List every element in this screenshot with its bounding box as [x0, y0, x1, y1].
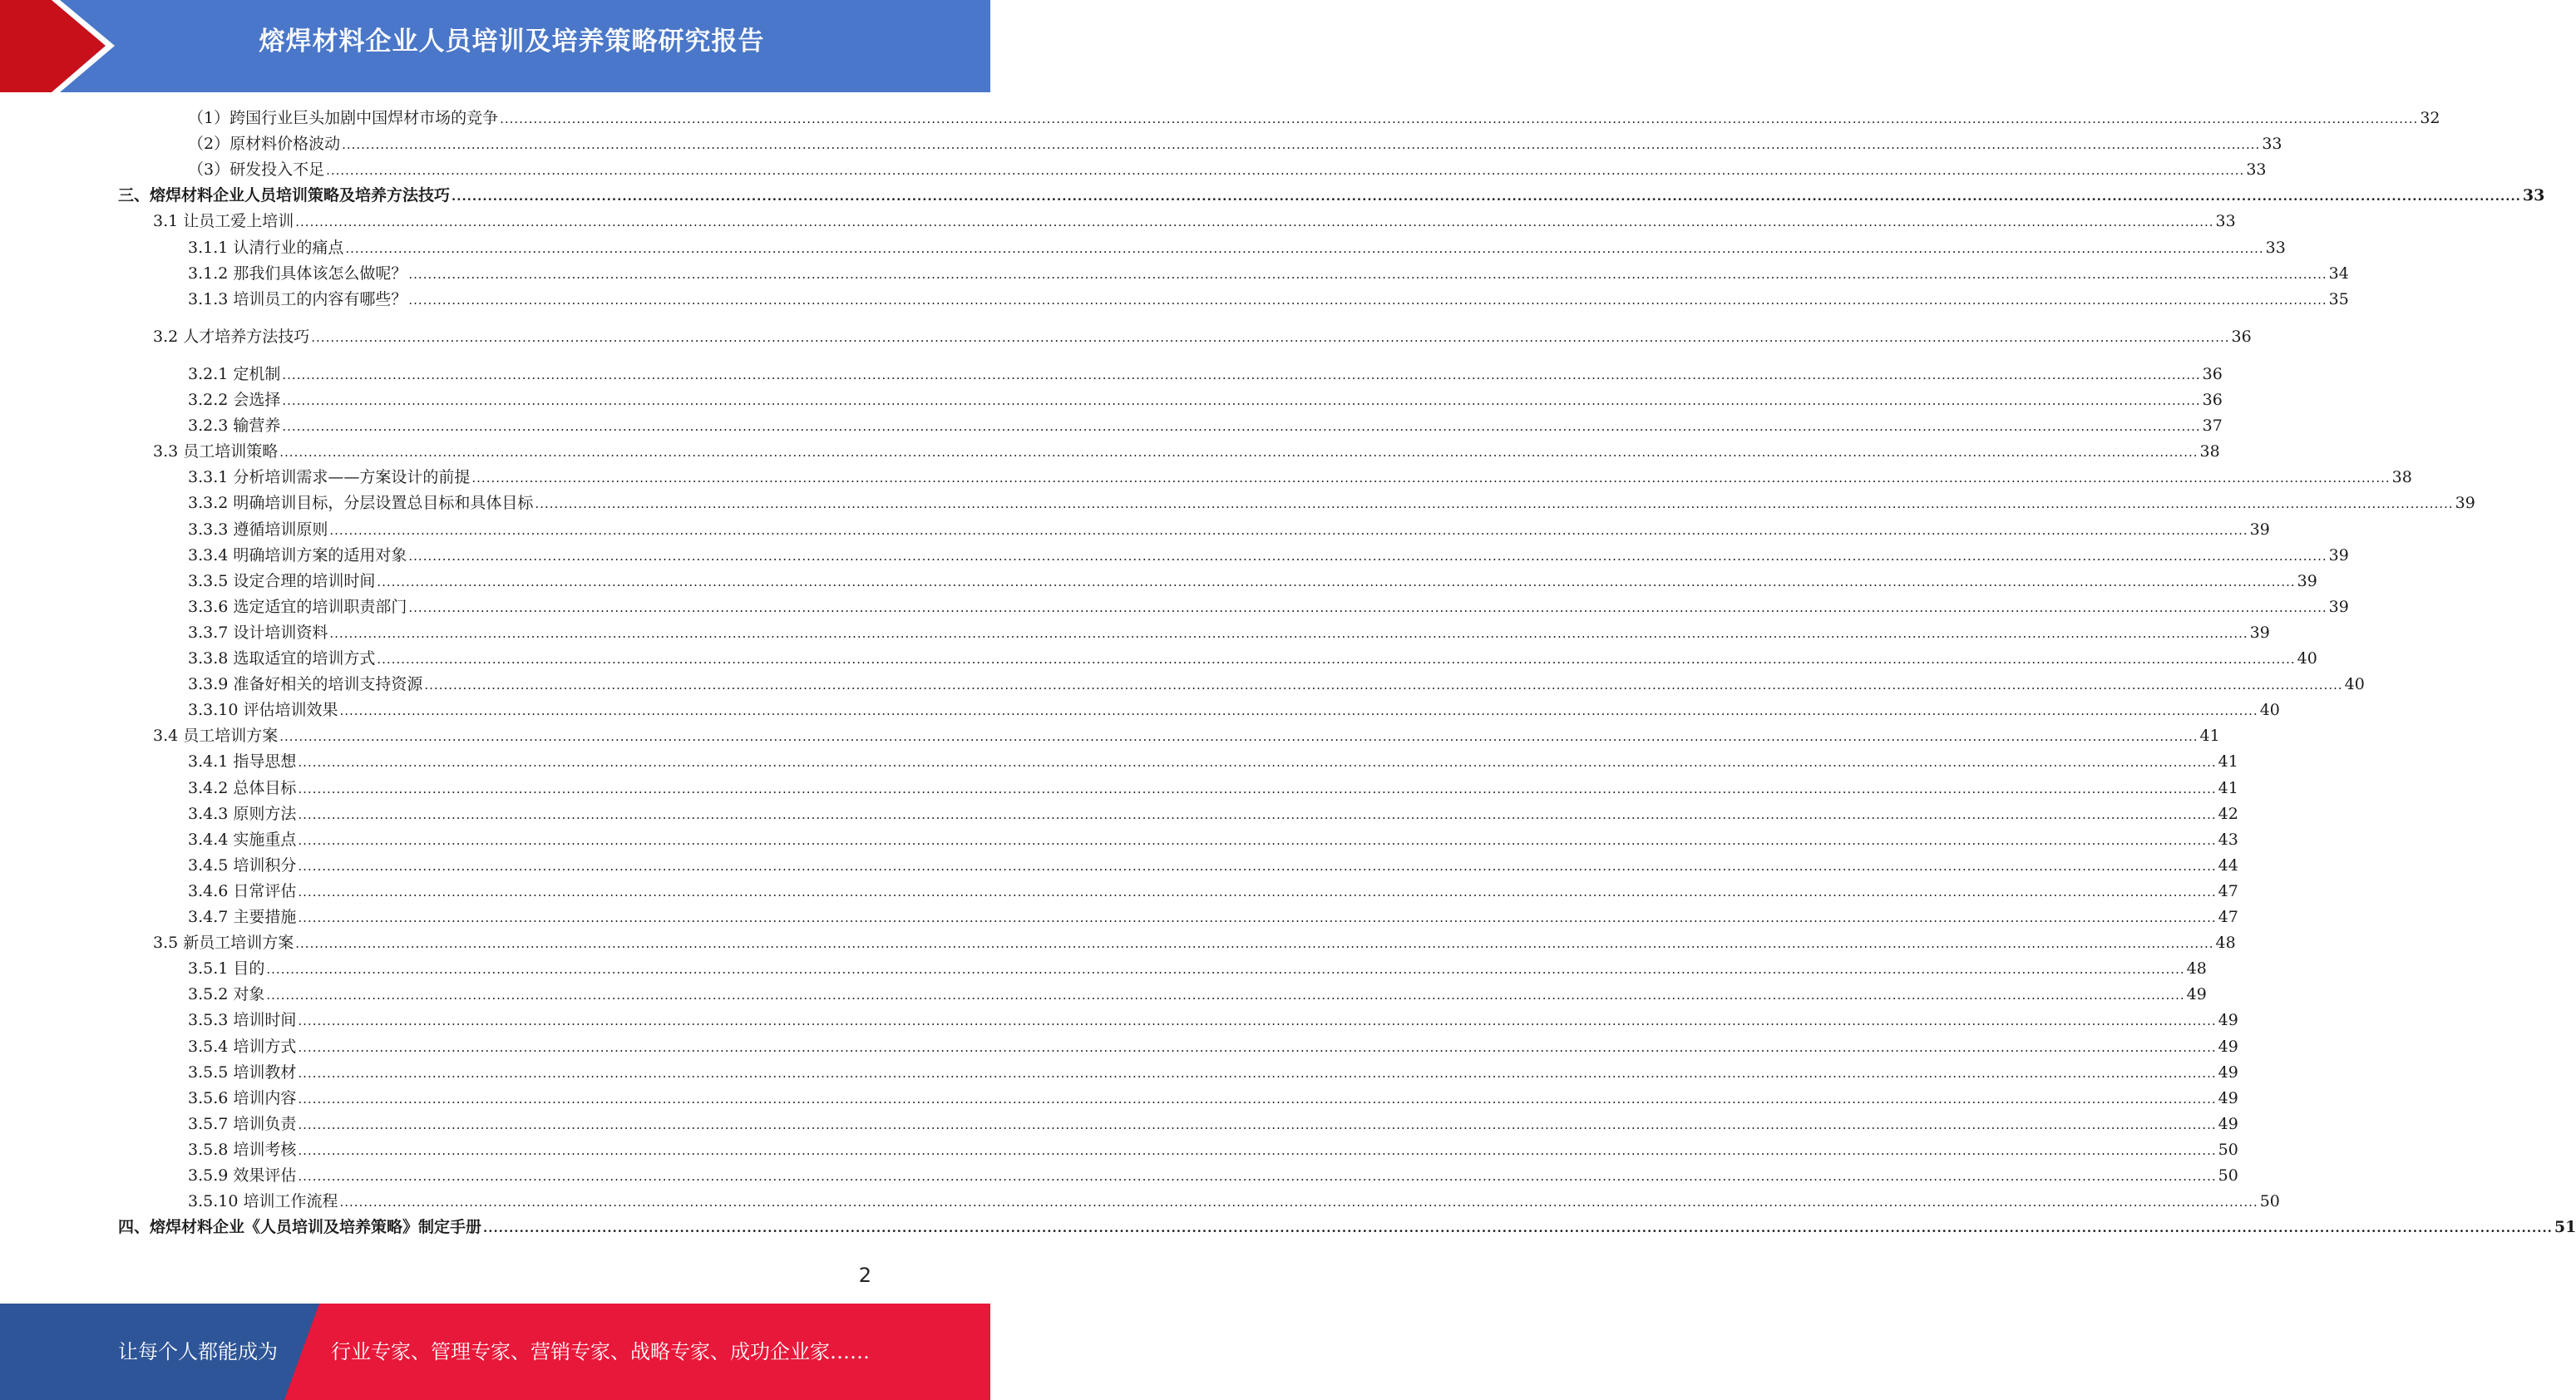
toc-entry[interactable] [188, 543, 2349, 566]
toc-entry-page: 49 [2218, 1011, 2238, 1030]
toc-entry-page: 50 [2218, 1166, 2238, 1185]
toc-entry-page: 42 [2218, 804, 2238, 823]
toc-entry[interactable] [188, 1112, 2238, 1135]
toc-entry-page: 49 [2186, 985, 2207, 1004]
toc-entry-label: 3.4.3 原则方法 [188, 804, 297, 823]
toc-entry-label: 3.5.2 对象 [188, 985, 265, 1004]
toc-entry-label: 3.3.2 明确培训目标，分层设置总目标和具体目标 [188, 494, 534, 513]
toc-entry-page: 35 [2328, 289, 2349, 308]
toc-entry[interactable] [188, 362, 2223, 385]
toc-entry[interactable] [188, 1060, 2238, 1083]
toc-entry-label: 3.1.3 培训员工的内容有哪些？ [188, 289, 407, 308]
toc-entry[interactable] [188, 157, 2267, 180]
toc-entry-label: 三、熔焊材料企业人员培训策略及培养方法技巧 [118, 186, 451, 205]
dot-leader: ................................................................................................................................................................................................................................................................................................................................................................................................................ [298, 1169, 2217, 1184]
report-title: 熔焊材料企业人员培训及培养策略研究报告 [259, 27, 765, 57]
toc-entry[interactable] [188, 646, 2317, 669]
toc-entry[interactable] [118, 1215, 2576, 1238]
toc-entry[interactable] [188, 1163, 2238, 1186]
dot-leader: ................................................................................................................................................................................................................................................................................................................................................................................................................ [471, 471, 2391, 486]
dot-leader: ................................................................................................................................................................................................................................................................................................................................................................................................................ [266, 988, 2185, 1003]
toc-entry-label: （3）研发投入不足 [188, 160, 325, 180]
dot-leader: ................................................................................................................................................................................................................................................................................................................................................................................................................ [483, 1220, 2553, 1236]
toc-entry[interactable] [188, 879, 2238, 902]
toc-entry[interactable] [188, 956, 2207, 979]
toc-entry-label: 3.4.5 培训积分 [188, 855, 297, 875]
dot-leader: ................................................................................................................................................................................................................................................................................................................................................................................................................ [329, 625, 2248, 641]
toc-entry-label: 3.4.4 实施重点 [188, 830, 297, 849]
toc-entry-label: 3.3.1 分析培训需求——方案设计的前提 [188, 468, 471, 487]
page-footer [0, 1304, 990, 1400]
dot-leader: ................................................................................................................................................................................................................................................................................................................................................................................................................ [345, 240, 2264, 256]
dot-leader: ................................................................................................................................................................................................................................................................................................................................................................................................................ [339, 1195, 2258, 1210]
toc-entry-label: 3.5.9 效果评估 [188, 1166, 297, 1185]
toc-entry-page: 48 [2186, 959, 2207, 979]
toc-entry[interactable] [188, 594, 2349, 618]
toc-entry-page: 48 [2215, 934, 2236, 953]
dot-leader: ................................................................................................................................................................................................................................................................................................................................................................................................................ [377, 574, 2296, 589]
dot-leader: ................................................................................................................................................................................................................................................................................................................................................................................................................ [279, 445, 2198, 461]
page-number: 2 [858, 1264, 871, 1287]
toc-entry-page: 40 [2297, 649, 2317, 668]
toc-entry-label: 3.3.3 遵循培训原则 [188, 520, 328, 539]
dot-leader: ................................................................................................................................................................................................................................................................................................................................................................................................................ [295, 214, 2214, 230]
toc-entry-label: 3.3.7 设计培训资料 [188, 623, 328, 642]
toc-entry-page: 37 [2202, 417, 2223, 436]
dot-leader: ................................................................................................................................................................................................................................................................................................................................................................................................................ [298, 1039, 2217, 1055]
toc-entry-label: 3.3 员工培训策略 [153, 442, 279, 461]
toc-entry-label: 3.5.3 培训时间 [188, 1011, 297, 1030]
toc-entry-page: 39 [2249, 520, 2270, 539]
dot-leader: ................................................................................................................................................................................................................................................................................................................................................................................................................ [408, 292, 2327, 308]
toc-entry-label: 3.5.4 培训方式 [188, 1037, 297, 1056]
toc-entry[interactable] [188, 827, 2238, 850]
toc-entry-label: 3.3.8 选取适宜的培训方式 [188, 649, 376, 668]
toc-entry-page: 36 [2202, 364, 2223, 383]
toc-entry-page: 49 [2218, 1114, 2238, 1133]
dot-leader: ................................................................................................................................................................................................................................................................................................................................................................................................................ [298, 1091, 2217, 1107]
toc-entry-label: 3.3.9 准备好相关的培训支持资源 [188, 675, 423, 694]
page-header [0, 0, 990, 92]
toc-entry-page: 33 [2522, 186, 2545, 205]
toc-entry-page: 39 [2328, 597, 2349, 616]
dot-leader: ................................................................................................................................................................................................................................................................................................................................................................................................................ [408, 599, 2327, 615]
toc-entry[interactable] [153, 439, 2220, 462]
toc-entry[interactable] [188, 517, 2270, 540]
toc-entry-label: 3.2.1 定机制 [188, 364, 281, 383]
toc-entry[interactable] [188, 905, 2238, 928]
dot-leader: ................................................................................................................................................................................................................................................................................................................................................................................................................ [535, 496, 2454, 512]
toc-entry[interactable] [153, 324, 2252, 348]
toc-entry[interactable] [188, 853, 2238, 876]
toc-entry-page: 36 [2202, 391, 2223, 409]
toc-entry-label: 3.2.3 输营养 [188, 417, 281, 436]
toc-entry-label: 3.4.6 日常评估 [188, 881, 297, 900]
dot-leader: ................................................................................................................................................................................................................................................................................................................................................................................................................ [282, 419, 2201, 435]
toc-entry-label: 3.3.5 设定合理的培训时间 [188, 571, 376, 590]
toc-entry-label: 3.5.1 目的 [188, 959, 265, 979]
toc-entry[interactable] [153, 209, 2236, 232]
toc-entry[interactable] [188, 287, 2349, 310]
toc-entry[interactable] [188, 672, 2365, 695]
toc-entry-label: 3.5 新员工培训方案 [153, 934, 294, 953]
dot-leader: ................................................................................................................................................................................................................................................................................................................................................................................................................ [408, 266, 2327, 282]
toc-entry-page: 50 [2259, 1192, 2280, 1211]
toc-entry-page: 47 [2218, 908, 2238, 926]
toc-entry-page: 41 [2218, 752, 2238, 771]
toc-entry[interactable] [188, 235, 2286, 259]
toc-entry-label: （1）跨国行业巨头加剧中国焊材市场的竞争 [188, 109, 499, 127]
toc-entry-page: 50 [2218, 1140, 2238, 1159]
dot-leader: ................................................................................................................................................................................................................................................................................................................................................................................................................ [329, 522, 2248, 538]
toc-entry[interactable] [188, 1189, 2280, 1212]
toc-entry[interactable] [188, 1086, 2238, 1109]
toc-entry[interactable] [153, 930, 2236, 954]
toc-entry[interactable] [188, 620, 2270, 643]
toc-entry-page: 41 [2199, 727, 2220, 746]
dot-leader: ................................................................................................................................................................................................................................................................................................................................................................................................................ [298, 1013, 2217, 1029]
dot-leader: ................................................................................................................................................................................................................................................................................................................................................................................................................ [298, 1142, 2217, 1158]
dot-leader: ................................................................................................................................................................................................................................................................................................................................................................................................................ [266, 962, 2185, 978]
toc-entry-label: 3.5.10 培训工作流程 [188, 1192, 338, 1211]
dot-leader: ................................................................................................................................................................................................................................................................................................................................................................................................................ [298, 1117, 2217, 1132]
dot-leader: ................................................................................................................................................................................................................................................................................................................................................................................................................ [298, 1065, 2217, 1081]
toc-entry-label: 3.1.1 认清行业的痛点 [188, 238, 344, 257]
toc-entry-page: 33 [2262, 135, 2282, 154]
toc-entry-page: 32 [2420, 109, 2440, 127]
dot-leader: ................................................................................................................................................................................................................................................................................................................................................................................................................ [339, 703, 2258, 719]
toc-entry-label: 3.4 员工培训方案 [153, 727, 279, 746]
dot-leader: ................................................................................................................................................................................................................................................................................................................................................................................................................ [311, 329, 2230, 345]
dot-leader: ................................................................................................................................................................................................................................................................................................................................................................................................................ [408, 548, 2327, 564]
toc-entry-page: 39 [2297, 571, 2317, 590]
dot-leader: ................................................................................................................................................................................................................................................................................................................................................................................................................ [326, 163, 2245, 179]
toc-entry[interactable] [188, 569, 2317, 592]
toc-entry-page: 43 [2218, 830, 2238, 849]
toc-entry-label: （2）原材料价格波动 [188, 135, 341, 154]
toc-entry[interactable] [188, 1137, 2238, 1161]
toc-entry-label: 3.5.6 培训内容 [188, 1088, 297, 1107]
toc-entry[interactable] [188, 465, 2412, 488]
dot-leader: ................................................................................................................................................................................................................................................................................................................................................................................................................ [298, 781, 2217, 796]
toc-entry-page: 51 [2554, 1218, 2576, 1237]
toc-entry-page: 40 [2259, 701, 2280, 720]
toc-entry[interactable] [188, 801, 2238, 825]
toc-entry[interactable] [188, 131, 2282, 155]
dot-leader: ................................................................................................................................................................................................................................................................................................................................................................................................................ [298, 884, 2217, 900]
toc-entry-page: 40 [2344, 675, 2365, 694]
toc-entry-label: 3.4.1 指导思想 [188, 752, 297, 771]
dot-leader: ................................................................................................................................................................................................................................................................................................................................................................................................................ [279, 729, 2198, 745]
toc-entry-page: 33 [2246, 160, 2267, 180]
toc-entry-label: 四、熔焊材料企业《人员培训及培养策略》制定手册 [118, 1218, 482, 1237]
toc-entry[interactable] [153, 723, 2220, 747]
toc-entry-label: 3.5.5 培训教材 [188, 1062, 297, 1082]
dot-leader: ................................................................................................................................................................................................................................................................................................................................................................................................................ [452, 189, 2521, 205]
toc-entry-label: 3.3.6 选定适宜的培训职责部门 [188, 597, 407, 616]
toc-entry-page: 34 [2328, 264, 2349, 283]
toc-entry[interactable] [188, 698, 2280, 721]
toc-entry[interactable] [188, 776, 2238, 799]
dot-leader: ................................................................................................................................................................................................................................................................................................................................................................................................................ [424, 678, 2343, 693]
toc-entry-page: 49 [2218, 1088, 2238, 1107]
toc-entry-label: 3.4.2 总体目标 [188, 778, 297, 797]
toc-entry-label: 3.3.4 明确培训方案的适用对象 [188, 545, 407, 564]
toc-entry-label: 3.4.7 主要措施 [188, 908, 297, 926]
toc-entry-page: 33 [2265, 238, 2286, 257]
toc-entry[interactable] [188, 413, 2223, 436]
toc-entry-label: 3.2 人才培养方法技巧 [153, 327, 310, 346]
toc-entry-page: 38 [2199, 442, 2220, 461]
toc-entry-page: 38 [2391, 468, 2412, 487]
toc-entry-page: 41 [2218, 778, 2238, 797]
dot-leader: ................................................................................................................................................................................................................................................................................................................................................................................................................ [295, 936, 2214, 952]
toc-entry[interactable] [188, 490, 2475, 514]
dot-leader: ................................................................................................................................................................................................................................................................................................................................................................................................................ [298, 806, 2217, 822]
toc-entry[interactable] [188, 749, 2238, 772]
toc-entry-page: 33 [2215, 212, 2236, 231]
toc-entry-page: 47 [2218, 881, 2238, 900]
toc-entry-label: 3.2.2 会选择 [188, 391, 281, 409]
footer-slogan: 让每个人都能成为 [118, 1340, 278, 1363]
toc-entry-label: 3.1.2 那我们具体该怎么做呢？ [188, 264, 407, 283]
toc-entry-page: 39 [2328, 545, 2349, 564]
toc-entry[interactable] [188, 387, 2223, 411]
toc-entry-page: 49 [2218, 1062, 2238, 1082]
toc-entry[interactable] [188, 982, 2207, 1005]
toc-entry[interactable] [188, 1008, 2238, 1031]
toc-entry-page: 49 [2218, 1037, 2238, 1056]
dot-leader: ................................................................................................................................................................................................................................................................................................................................................................................................................ [500, 111, 2419, 126]
toc-entry-label: 3.5.8 培训考核 [188, 1140, 297, 1159]
toc-entry-label: 3.3.10 评估培训效果 [188, 701, 338, 720]
dot-leader: ................................................................................................................................................................................................................................................................................................................................................................................................................ [298, 755, 2217, 771]
toc-entry[interactable] [188, 261, 2349, 284]
toc-entry[interactable] [188, 106, 2440, 129]
dot-leader: ................................................................................................................................................................................................................................................................................................................................................................................................................ [377, 652, 2296, 667]
toc-entry-page: 36 [2231, 327, 2252, 346]
toc-entry-page: 44 [2218, 855, 2238, 875]
dot-leader: ................................................................................................................................................................................................................................................................................................................................................................................................................ [298, 832, 2217, 848]
toc-entry-page: 39 [2455, 494, 2475, 513]
dot-leader: ................................................................................................................................................................................................................................................................................................................................................................................................................ [282, 393, 2201, 408]
toc-entry-page: 39 [2249, 623, 2270, 642]
toc-entry-label: 3.1 让员工爱上培训 [153, 212, 294, 231]
footer-roles: 行业专家、管理专家、营销专家、战略专家、成功企业家…… [331, 1340, 870, 1363]
dot-leader: ................................................................................................................................................................................................................................................................................................................................................................................................................ [298, 858, 2217, 874]
toc-entry[interactable] [188, 1034, 2238, 1057]
dot-leader: ................................................................................................................................................................................................................................................................................................................................................................................................................ [342, 137, 2261, 153]
toc-entry-label: 3.5.7 培训负责 [188, 1114, 297, 1133]
dot-leader: ................................................................................................................................................................................................................................................................................................................................................................................................................ [298, 910, 2217, 925]
toc-entry[interactable] [118, 183, 2545, 206]
dot-leader: ................................................................................................................................................................................................................................................................................................................................................................................................................ [282, 367, 2201, 382]
